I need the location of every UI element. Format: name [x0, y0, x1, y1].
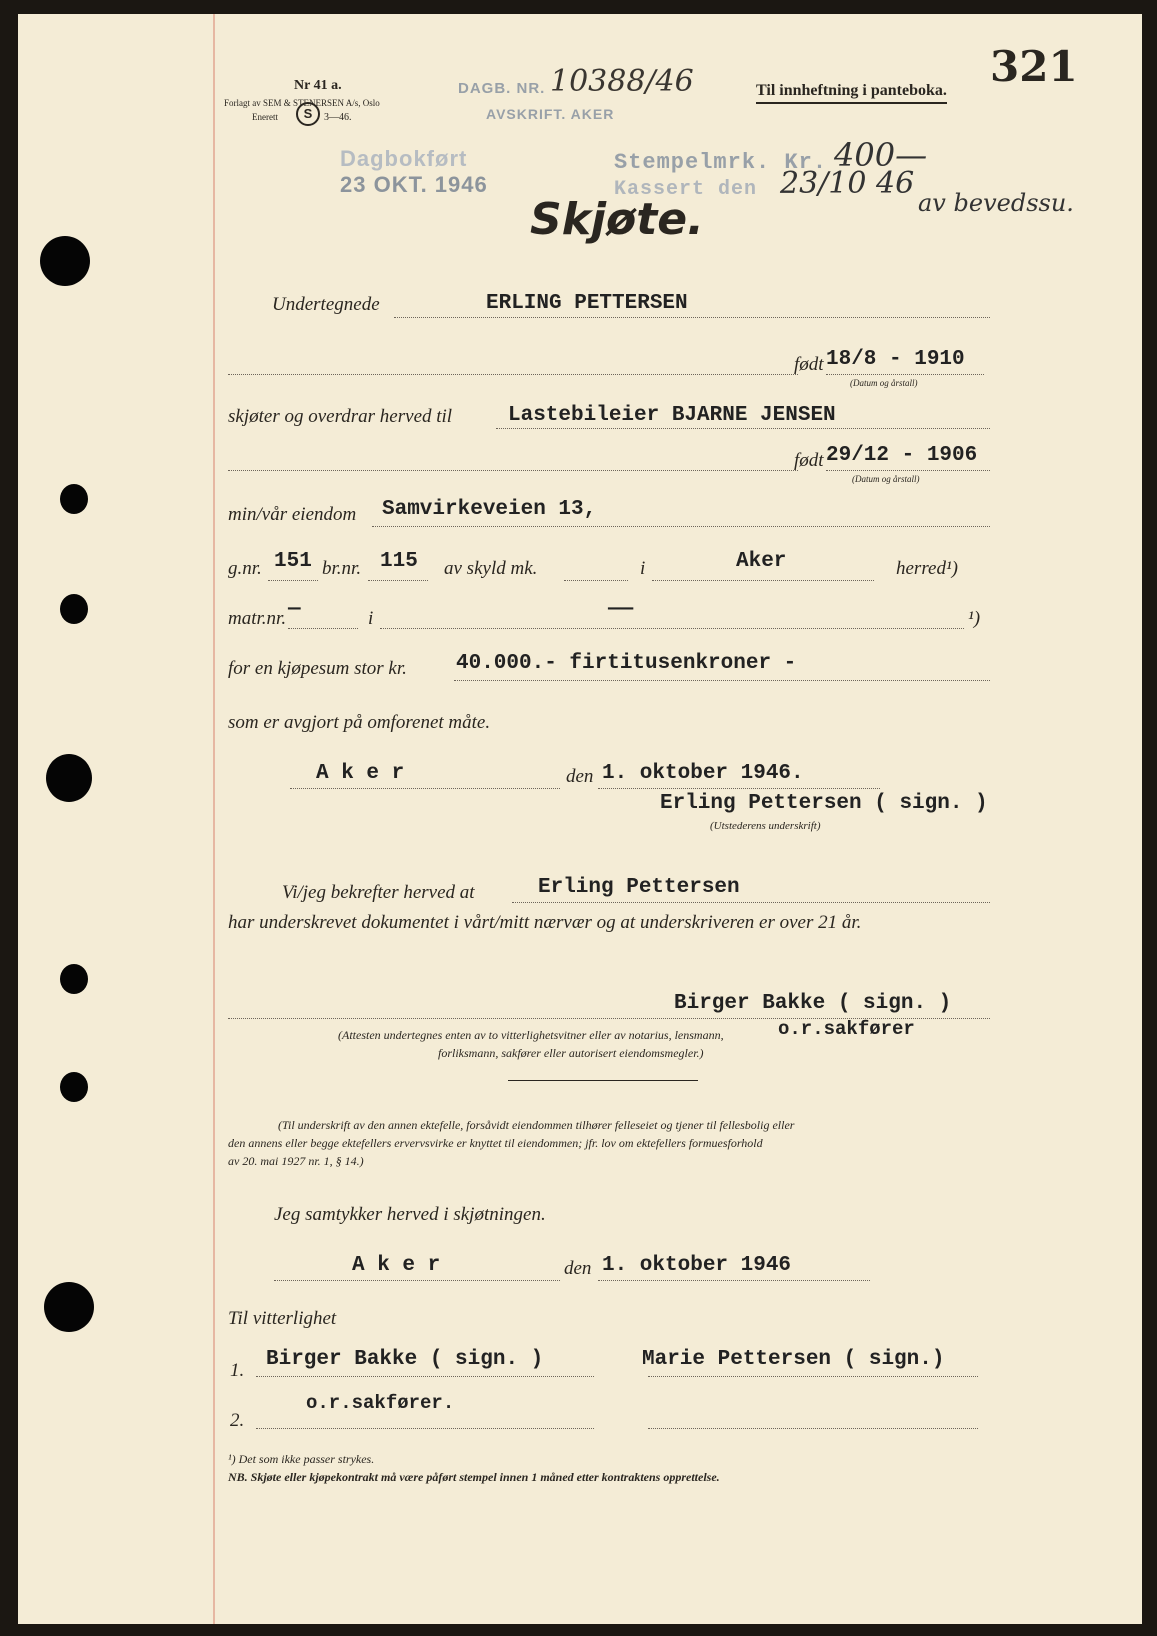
punch-hole: [60, 964, 88, 994]
datum-note: (Datum og årstall): [852, 474, 920, 484]
samtykker-text: Jeg samtykker herved i skjøtningen.: [274, 1204, 546, 1225]
spouse-note: av 20. mai 1927 nr. 1, § 14.): [228, 1154, 364, 1168]
den-label: den: [566, 766, 594, 787]
seller-name: ERLING PETTERSEN: [486, 292, 688, 315]
punch-hole: [60, 594, 88, 624]
footnote-mark: ¹): [968, 608, 981, 629]
page-title: Skjøte.: [530, 194, 704, 245]
kassert-value: 23/10 46: [780, 166, 915, 201]
seller-birth: 18/8 - 1910: [826, 348, 965, 371]
fodt-label: født: [794, 450, 824, 471]
matr-label: matr.nr.: [228, 608, 287, 629]
til-innheftning: Til innheftning i panteboka.: [756, 82, 947, 104]
underline: [228, 374, 798, 375]
matr-value: —: [288, 598, 301, 621]
footnote: ¹) Det som ikke passer strykes.: [228, 1452, 375, 1466]
utstederens-label: (Utstederens underskrift): [710, 820, 821, 832]
underline: [394, 317, 990, 318]
eneret-label: Enerett: [252, 112, 278, 122]
place: A k e r: [352, 1254, 441, 1277]
seller-signature: Erling Pettersen ( sign. ): [660, 792, 988, 815]
buyer-name: Lastebileier BJARNE JENSEN: [508, 404, 836, 427]
spouse-signature: Marie Pettersen ( sign.): [642, 1348, 945, 1371]
underline: [268, 580, 318, 581]
underline: [368, 580, 428, 581]
spouse-note: den annens eller begge ektefellers ervervsvirke er knyttet til eiendommen; jfr. lov om ektefellers formuesforhold: [228, 1136, 763, 1150]
matr-in-value: ——: [608, 598, 634, 621]
edition: 3—46.: [324, 112, 352, 123]
vitterlighet-label: Til vitterlighet: [228, 1308, 337, 1329]
punch-hole: [40, 236, 90, 286]
underline: [648, 1428, 978, 1429]
page-number: 321: [990, 42, 1078, 91]
witness-2-number: 2.: [230, 1410, 245, 1431]
spouse-note: (Til underskrift av den annen ektefelle, forsåvidt eiendommen tilhører felleseiet og tjener til fellesbolig eller: [278, 1118, 795, 1132]
underline: [380, 628, 964, 629]
skyld-label: av skyld mk.: [444, 558, 538, 579]
punch-hole: [60, 484, 88, 514]
eiendom-label: min/vår eiendom: [228, 504, 357, 525]
underline: [598, 788, 880, 789]
i-label: i: [368, 608, 374, 629]
i-label: i: [640, 558, 646, 579]
bekrefter-label: Vi/jeg bekrefter herved at: [282, 882, 475, 903]
witness-title: o.r.sakfører: [778, 1018, 915, 1040]
underline: [826, 470, 990, 471]
margin-line: [213, 14, 215, 1624]
dagb-label: DAGB. NR.: [458, 80, 546, 97]
bekrefter-name: Erling Pettersen: [538, 876, 740, 899]
underline: [288, 628, 358, 629]
kassert-label: Kassert den: [614, 178, 758, 201]
underskrevet-text: har underskrevet dokumentet i vårt/mitt nærvær og at underskriveren er over 21 år.: [228, 912, 862, 933]
underline: [826, 374, 984, 375]
underline: [512, 902, 990, 903]
gnr-label: g.nr.: [228, 558, 262, 579]
underline: [648, 1376, 978, 1377]
dagbokfort-label: Dagbokført: [340, 146, 468, 171]
underline: [256, 1428, 594, 1429]
dagb-value: 10388/46: [550, 64, 694, 99]
brnr-label: br.nr.: [322, 558, 362, 579]
underline: [256, 1376, 594, 1377]
underline: [274, 1280, 560, 1281]
date: 1. oktober 1946.: [602, 762, 804, 785]
underline: [598, 1280, 870, 1281]
fodt-label: født: [794, 354, 824, 375]
date: 1. oktober 1946: [602, 1254, 792, 1277]
kjopesum-value: 40.000.- firtitusenkroner -: [456, 652, 797, 675]
dagbokfort-date: 23 OKT. 1946: [340, 172, 488, 197]
underline: [290, 788, 560, 789]
punch-hole: [46, 754, 92, 802]
form-number: Nr 41 a.: [294, 78, 342, 93]
avskrift-label: AVSKRIFT. AKER: [486, 106, 615, 122]
stempelmrk-label: Stempelmrk. Kr.: [614, 150, 828, 175]
underline: [652, 580, 874, 581]
attest-note: (Attesten undertegnes enten av to vitterlighetsvitner eller av notarius, lensmann,: [338, 1028, 724, 1042]
footnote: NB. Skjøte eller kjøpekontrakt må være påført stempel innen 1 måned etter kontraktens opprettelse.: [228, 1470, 720, 1484]
avgjort-text: som er avgjort på omforenet måte.: [228, 712, 491, 733]
place: A k e r: [316, 762, 405, 785]
attest-note: forliksmann, sakfører eller autorisert eiendomsmegler.): [438, 1046, 704, 1060]
transfer-text: skjøter og overdrar herved til: [228, 406, 453, 427]
witness-1-number: 1.: [230, 1360, 245, 1381]
underline: [496, 428, 990, 429]
den-label: den: [564, 1258, 592, 1279]
stempelmrk-value: 400—: [834, 136, 928, 174]
underline: [372, 526, 990, 527]
punch-hole: [44, 1282, 94, 1332]
eiendom-value: Samvirkeveien 13,: [382, 498, 597, 521]
herred-value: Aker: [736, 550, 787, 573]
brnr-value: 115: [380, 550, 418, 573]
datum-note: (Datum og årstall): [850, 378, 918, 388]
witness-1-title: o.r.sakfører.: [306, 1392, 455, 1414]
buyer-birth: 29/12 - 1906: [826, 444, 978, 467]
underline: [564, 580, 628, 581]
herred-label: herred¹): [896, 558, 958, 579]
underline: [228, 470, 798, 471]
divider: [508, 1080, 698, 1081]
gnr-value: 151: [274, 550, 312, 573]
witness-signature: Birger Bakke ( sign. ): [674, 992, 952, 1015]
witness-1-name: Birger Bakke ( sign. ): [266, 1348, 544, 1371]
punch-hole: [60, 1072, 88, 1102]
publisher-logo-icon: S: [296, 102, 320, 126]
publisher: Forlagt av SEM & STENERSEN A/s, Oslo: [224, 98, 380, 108]
document-page: [18, 14, 1142, 1624]
undertegnede-label: Undertegnede: [272, 294, 380, 315]
kassert-by: av bevedssu.: [918, 189, 1074, 217]
kjopesum-label: for en kjøpesum stor kr.: [228, 658, 407, 679]
underline: [454, 680, 990, 681]
